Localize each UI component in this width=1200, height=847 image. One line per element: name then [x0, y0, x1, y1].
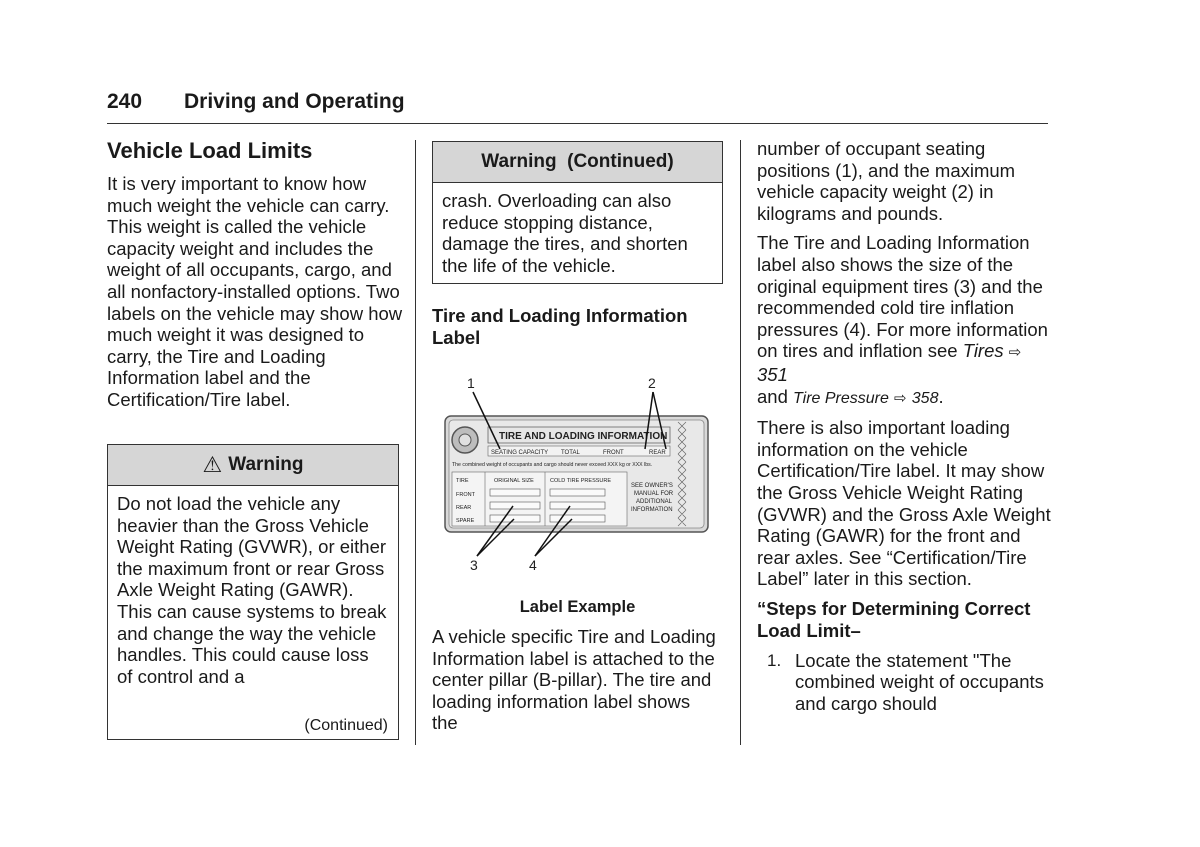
label-location-paragraph: A vehicle specific Tire and Loading Information label is attached to the center pillar (B-pillar). The tire and loading information label shows the — [432, 626, 716, 734]
row-rear: REAR — [456, 505, 472, 511]
see-owners-line2: MANUAL FOR — [634, 491, 674, 497]
vehicle-load-limits-heading: Vehicle Load Limits — [107, 138, 313, 163]
tire-info-paragraph — [757, 232, 1052, 409]
tires-link[interactable]: Tires — [962, 340, 1004, 362]
row-spare: SPARE — [456, 518, 475, 524]
tire-loading-label-heading: Tire and Loading Information Label — [432, 305, 688, 348]
column-1 — [107, 138, 407, 411]
callout-3: 3 — [470, 557, 478, 573]
steps-heading: “Steps for Determining Correct Load Limit– — [757, 597, 1031, 641]
and-text: and — [757, 385, 794, 407]
warning-continued-body: crash. Overloading can also reduce stopping distance, damage the tires, and shorten the life of the vehicle. — [442, 190, 688, 276]
callout-2: 2 — [648, 375, 656, 391]
column-divider — [415, 140, 416, 745]
section-title: Driving and Operating — [184, 90, 405, 113]
warning-triangle-icon: ⚠ — [202, 452, 223, 477]
intro-paragraph: It is very important to know how much weight the vehicle can carry. This weight is called the vehicle capacity weight and includes the weight of all occupants, cargo, and all nonfactory-installed options. Two labels on the vehicle may show how much weight it was designed to carry, the Tire and Loading Information label and the Certification/Tire label. — [107, 173, 403, 410]
figure-caption: Label Example — [519, 598, 636, 616]
tire-loading-label-figure — [440, 370, 720, 580]
warning-box — [107, 444, 399, 740]
warning-continued-title: Warning (Continued) — [433, 142, 722, 183]
wheel-icon — [452, 427, 478, 453]
tires-page-ref[interactable]: 351 — [757, 363, 788, 385]
page-ref-arrow-icon: ⇨ — [894, 389, 907, 407]
tire-col-header: TIRE — [456, 478, 469, 484]
page-number: 240 — [107, 90, 143, 113]
callout-4: 4 — [529, 557, 537, 573]
warning-body: Do not load the vehicle any heavier than the Gross Vehicle Weight Rating (GVWR), or either the maximum front or rear Gross Axle Weight Rating (GAWR). This can cause systems to break and change the way the vehicle handles. This could cause loss of control and a — [117, 493, 387, 687]
see-owners-line4: INFORMATION — [631, 507, 673, 513]
column-3 — [757, 138, 1052, 715]
tire-pressure-link[interactable]: Tire Pressure — [793, 389, 889, 407]
step-number: 1. — [767, 650, 782, 670]
period: . — [938, 385, 944, 407]
warning-continued-box — [432, 141, 723, 284]
tire-info-text: The Tire and Loading Information label also shows the size of the original equipment tires (3) and the recommended cold tire inflation pressures (4). For more information on tires and inflation see — [757, 232, 1048, 362]
warning-title: Warning — [228, 454, 304, 475]
row-front: FRONT — [456, 492, 475, 498]
label-title: TIRE AND LOADING INFORMATION — [499, 431, 668, 442]
front-header: FRONT — [603, 450, 624, 456]
page-ref-arrow-icon: ⇨ — [1008, 344, 1022, 362]
header-rule — [107, 123, 1048, 124]
size-col-header: ORIGINAL SIZE — [494, 478, 534, 484]
certification-paragraph: There is also important loading information on the vehicle Certification/Tire label. It may show the Gross Vehicle Weight Rating (GVWR) and the Gross Axle Weight Rating (GAWR) for the front and rear axles. See “Certification/Tire Label” later in this section. — [757, 417, 1051, 590]
see-owners-line3: ADDITIONAL — [636, 499, 673, 505]
warning-title-bar — [108, 445, 398, 486]
seating-header: SEATING CAPACITY — [491, 450, 549, 456]
continued-note: (Continued) — [304, 717, 388, 734]
list-item — [757, 650, 1052, 715]
tire-pressure-page-ref[interactable]: 358 — [911, 389, 939, 407]
combined-weight-text: The combined weight of occupants and cargo should never exceed XXX kg or XXX lbs. — [452, 462, 653, 468]
rear-header: REAR — [649, 450, 666, 456]
seating-positions-paragraph: number of occupant seating positions (1), and the maximum vehicle capacity weight (2) in kilograms and pounds. — [757, 138, 1016, 224]
step-text: Locate the statement "The combined weight of occupants and cargo should — [795, 649, 1044, 715]
callout-1: 1 — [467, 375, 475, 391]
see-owners-line1: SEE OWNER'S — [631, 483, 673, 489]
pressure-col-header: COLD TIRE PRESSURE — [550, 478, 612, 484]
column-divider — [740, 140, 741, 745]
total-header: TOTAL — [561, 450, 580, 456]
